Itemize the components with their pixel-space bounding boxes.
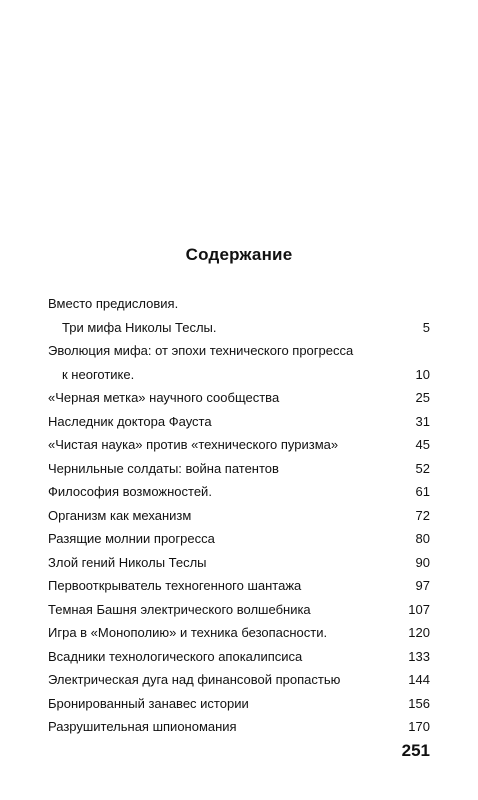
toc-page-number: 10 [415, 366, 430, 382]
toc-entry [48, 621, 430, 645]
toc-entry-title: Первооткрыватель техногенного шантажа [48, 578, 302, 593]
toc-line [48, 527, 430, 551]
toc-line [48, 692, 430, 716]
toc-entry [48, 386, 430, 410]
toc-page-number: 144 [408, 672, 430, 687]
toc-entry-title: Электрическая дуга над финансовой пропастью [48, 672, 341, 687]
toc-entry [48, 457, 430, 481]
toc-line [48, 386, 430, 410]
toc-entry-title: Темная Башня электрического волшебника [48, 601, 311, 617]
toc-entry [48, 668, 430, 692]
table-of-contents [48, 292, 430, 739]
toc-line [48, 457, 430, 481]
toc-entry [48, 292, 430, 339]
toc-page-number: 45 [415, 437, 430, 452]
toc-page-number: 107 [408, 601, 430, 617]
toc-line [48, 598, 430, 622]
toc-page-number: 25 [415, 390, 430, 405]
toc-page-number: 97 [415, 578, 430, 593]
toc-entry-title: Разящие молнии прогресса [48, 531, 215, 546]
toc-page-number: 170 [408, 719, 430, 734]
toc-line [48, 668, 430, 692]
toc-entry [48, 645, 430, 669]
toc-page-number: 5 [422, 319, 430, 335]
toc-page-number: 52 [415, 460, 430, 476]
toc-entry-title: Игра в «Монополию» и техника безопасности. [48, 625, 328, 640]
toc-entry [48, 692, 430, 716]
toc-line [48, 433, 430, 457]
toc-entry-title-continuation: Три мифа Николы Теслы. [62, 319, 217, 335]
toc-page-number: 156 [408, 695, 430, 711]
toc-entry-title: Вместо предисловия. [48, 296, 179, 311]
toc-entry [48, 527, 430, 551]
toc-line [48, 316, 430, 340]
toc-entry [48, 574, 430, 598]
toc-entry-title: «Чистая наука» против «технического пуризма» [48, 437, 339, 452]
toc-page-number: 80 [415, 531, 430, 546]
toc-entry [48, 480, 430, 504]
toc-entry-title: Чернильные солдаты: война патентов [48, 460, 279, 476]
toc-page-number: 61 [415, 484, 430, 499]
toc-entry [48, 551, 430, 575]
toc-entry [48, 339, 430, 386]
toc-page-number: 72 [415, 507, 430, 523]
toc-entry [48, 433, 430, 457]
toc-entry-title: Организм как механизм [48, 507, 192, 523]
toc-entry [48, 504, 430, 528]
toc-page-number: 90 [415, 554, 430, 570]
toc-entry-title: Бронированный занавес истории [48, 695, 249, 711]
toc-entry [48, 598, 430, 622]
toc-line [48, 645, 430, 669]
toc-line [48, 715, 430, 739]
toc-entry-title: Разрушительная шпиономания [48, 719, 237, 734]
toc-entry-title: Злой гений Николы Теслы [48, 554, 207, 570]
toc-line [48, 621, 430, 645]
toc-page-number: 133 [408, 648, 430, 664]
toc-entry [48, 715, 430, 739]
toc-line [48, 504, 430, 528]
toc-line [48, 363, 430, 387]
toc-page-number: 31 [415, 413, 430, 429]
toc-entry-title-continuation: к неоготике. [62, 366, 135, 382]
toc-entry-title: «Черная метка» научного сообщества [48, 390, 280, 405]
toc-entry-title: Философия возможностей. [48, 484, 212, 499]
toc-entry-title: Эволюция мифа: от эпохи технического прогресса [48, 343, 354, 358]
toc-entry-title: Наследник доктора Фауста [48, 413, 212, 429]
page-number: 251 [401, 741, 430, 760]
toc-line [48, 480, 430, 504]
toc-line [48, 551, 430, 575]
toc-line [48, 410, 430, 434]
page-title: Содержание [185, 245, 293, 264]
toc-page-number: 120 [408, 625, 430, 640]
toc-entry-title: Всадники технологического апокалипсиса [48, 648, 303, 664]
toc-line [48, 574, 430, 598]
toc-entry [48, 410, 430, 434]
